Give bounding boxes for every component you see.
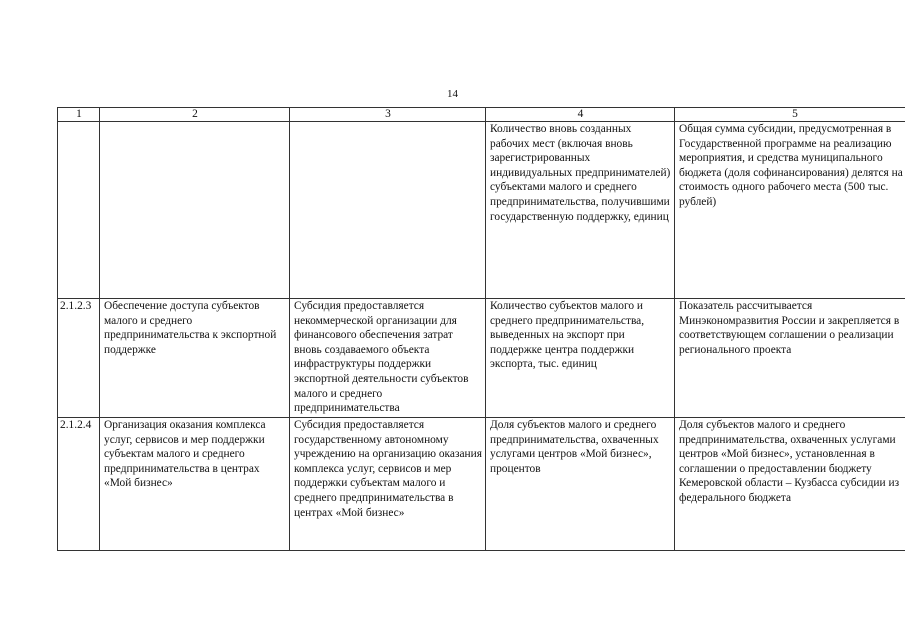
page-number: 14 [447,88,458,100]
header-cell-1: 1 [58,108,100,122]
row-number-cell: 2.1.2.3 [58,299,100,418]
table-row [58,299,905,418]
calculation-method-cell: Общая сумма субсидии, предусмотренная в Государственной программе на реализацию мероприятия, и средства муниципального бюджета (доля софинансирования) делятся на стоимость одного рабочего места (500 тыс. рублей) [675,122,905,299]
calculation-method-cell: Показатель рассчитывается Минэкономразвития России и закрепляется в соответствующем соглашении о реализации регионального проекта [675,299,905,418]
table-row [58,418,905,551]
measure-name-cell: Обеспечение доступа субъектов малого и среднего предпринимательства к экспортной поддержке [100,299,290,418]
measure-description-cell: Субсидия предоставляется государственному автономному учреждению на организацию оказания комплекса услуг, сервисов и мер поддержки субъектам малого и среднего предпринимательства в центрах «Мой бизнес» [290,418,486,551]
header-cell-5: 5 [675,108,905,122]
header-cell-4: 4 [486,108,675,122]
row-number-cell: 2.1.2.4 [58,418,100,551]
indicator-cell: Количество субъектов малого и среднего предпринимательства, выведенных на экспорт при поддержке центра поддержки экспорта, тыс. единиц [486,299,675,418]
calculation-method-cell: Доля субъектов малого и среднего предпринимательства, охваченных услугами центров «Мой бизнес», установленная в соглашении о предоставлении бюджету Кемеровской области – Кузбасса субсидии из федерального бюджета [675,418,905,551]
indicator-cell: Количество вновь созданных рабочих мест (включая вновь зарегистрированных индивидуальных предпринимателей) субъектами малого и среднего предпринимательства, получившими государственную поддержку, единиц [486,122,675,299]
row-number-cell [58,122,100,299]
measure-description-cell [290,122,486,299]
measures-table [57,107,905,551]
table-row [58,122,905,299]
measure-description-cell: Субсидия предоставляется некоммерческой организации для финансового обеспечения затрат вновь создаваемого объекта инфраструктуры поддержки экспортной деятельности субъектов малого и среднего предпринимательства [290,299,486,418]
header-cell-2: 2 [100,108,290,122]
measure-name-cell [100,122,290,299]
indicator-cell: Доля субъектов малого и среднего предпринимательства, охваченных услугами центров «Мой бизнес», процентов [486,418,675,551]
header-cell-3: 3 [290,108,486,122]
table-header-row [58,108,905,122]
measure-name-cell: Организация оказания комплекса услуг, сервисов и мер поддержки субъектам малого и среднего предпринимательства в центрах «Мой бизнес» [100,418,290,551]
